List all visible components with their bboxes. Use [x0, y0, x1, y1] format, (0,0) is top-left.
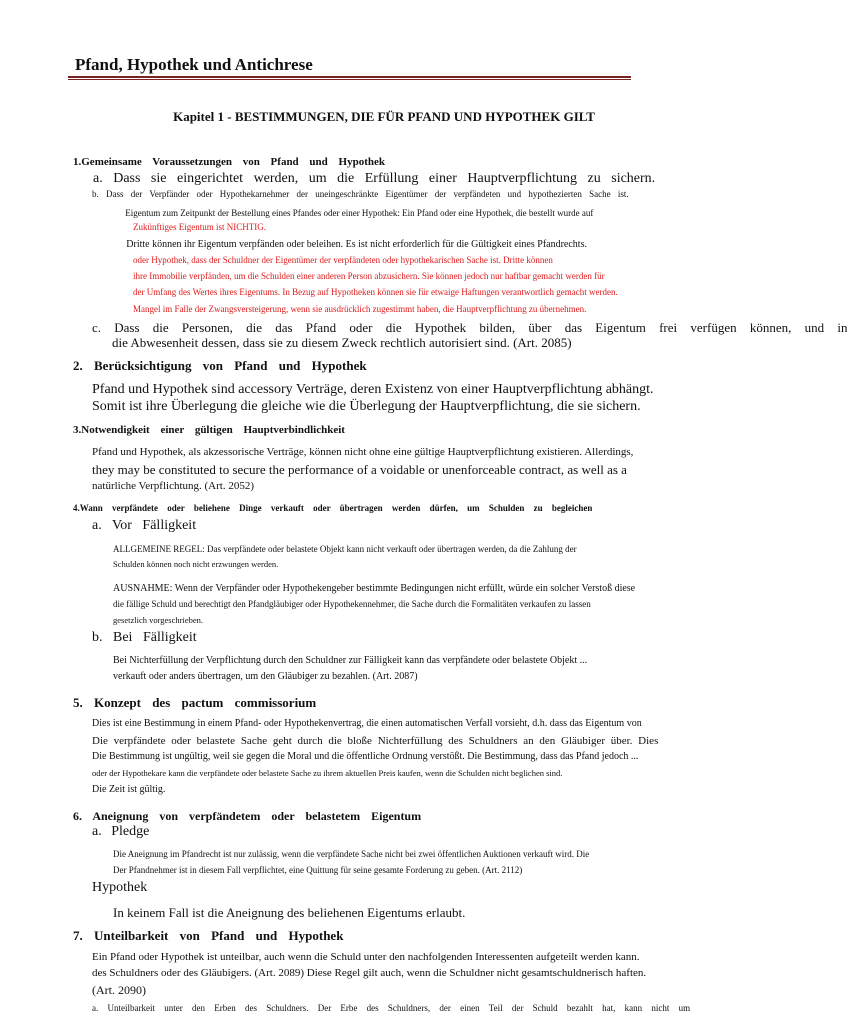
- s4-item-b-label: b. Bei Fälligkeit: [92, 630, 197, 645]
- s4-item-a-label: a. Vor Fälligkeit: [92, 518, 197, 533]
- section-2-heading: 2. Berücksichtigung von Pfand und Hypothek: [73, 358, 367, 373]
- s4-item-b-line-2: verkauft oder anders übertragen, um den Gläubiger zu bezahlen. (Art. 2087): [113, 671, 418, 682]
- s7-line-1: Ein Pfand oder Hypothek ist unteilbar, auch wenn die Schuld unter den nachfolgenden Interessenten aufgeteilt werden kann.: [92, 951, 640, 963]
- section-5-heading: 5. Konzept des pactum commissorium: [73, 695, 317, 710]
- s6-hypothek-line-1: In keinem Fall ist die Aneignung des beliehenen Eigentums erlaubt.: [113, 905, 466, 920]
- s4-item-b-line-1: Bei Nichterfüllung der Verpflichtung durch den Schuldner zur Fälligkeit kann das verpfändete oder belastete Objekt ...: [113, 655, 588, 666]
- s1-item-c-line-1: c. Dass die Personen, die das Pfand oder die Hypothek bilden, über das Eigentum frei verfügen können, und in: [92, 320, 847, 335]
- s6-hypothek-label: Hypothek: [92, 880, 148, 895]
- section-7-heading: 7. Unteilbarkeit von Pfand und Hypothek: [73, 928, 344, 943]
- section-6-heading: 6. Aneignung von verpfändetem oder belastetem Eigentum: [73, 809, 422, 823]
- s6-item-a-line-1: Die Aneignung im Pfandrecht ist nur zulässig, wenn die verpfändete Sache nicht bei zwei öffentlichen Auktionen verkauft wird. Die: [113, 849, 590, 859]
- s7-line-2: des Schuldners oder des Gläubigers. (Art. 2089) Diese Regel gilt auch, wenn die Schuldner nicht gesamtschuldnerisch haften.: [92, 967, 647, 979]
- title-rule-thin: [68, 79, 631, 80]
- s4-exception-line-2: die fällige Schuld und berechtigt den Pfandgläubiger oder Hypothekennehmer, die Sache durch die Formalitäten verkaufen zu lassen: [113, 599, 591, 609]
- section-4-heading: 4.Wann verpfändete oder beliehene Dinge verkauft oder übertragen werden dürfen, um Schulden zu begleichen: [73, 503, 593, 513]
- s5-line-5: Die Zeit ist gültig.: [92, 784, 166, 795]
- section-1-heading: 1.Gemeinsame Voraussetzungen von Pfand und Hypothek: [73, 156, 385, 168]
- s7-item-a: a. Unteilbarkeit unter den Erben des Schuldners. Der Erbe des Schuldners, der einen Teil der Schuld bezahlt hat, kann nicht um: [92, 1003, 691, 1013]
- s1-bullet-1-line-1: Eigentum zum Zeitpunkt der Bestellung eines Pfandes oder einer Hypothek: Ein Pfand oder eine Hypothek, die bestellt wurde auf: [116, 208, 585, 218]
- s1-item-a: a. Dass sie eingerichtet werden, um die Erfüllung einer Hauptverpflichtung zu sichern.: [93, 171, 656, 186]
- s5-line-3: Die Bestimmung ist ungültig, weil sie gegen die Moral und die öffentliche Ordnung verstößt. Die Bestimmung, dass das Pfand jedoch ...: [92, 751, 639, 762]
- s1-bullet-2-line-3: ihre Immobilie verpfänden, um die Schulden einer anderen Person abzusichern. Sie können jedoch nur haftbar gemacht werden für: [133, 271, 605, 281]
- s1-bullet-2-line-1: Dritte können ihr Eigentum verpfänden oder beleihen. Es ist nicht erforderlich für die Gültigkeit eines Pfandrechts.: [116, 239, 577, 250]
- s4-general-rule-line-1: ALLGEMEINE REGEL: Das verpfändete oder belastete Objekt kann nicht verkauft oder übertragen werden, da die Zahlung der: [113, 544, 577, 554]
- s1-item-c-line-2: die Abwesenheit dessen, dass sie zu diesem Zweck rechtlich autorisiert sind. (Art. 2085): [112, 335, 572, 350]
- s5-line-1: Dies ist eine Bestimmung in einem Pfand- oder Hypothekenvertrag, die einen automatischen Verfall vorsieht, d.h. dass das Eigentum von: [92, 718, 642, 729]
- section-3-heading: 3.Notwendigkeit einer gültigen Hauptverbindlichkeit: [73, 424, 345, 436]
- s4-exception-line-1: AUSNAHME: Wenn der Verpfänder oder Hypothekengeber bestimmte Bedingungen nicht erfüllt, würde ein solcher Verstoß diese: [113, 583, 636, 594]
- document-title: Pfand, Hypothek und Antichrese: [75, 55, 313, 74]
- title-rule-thick: [68, 76, 631, 78]
- s7-line-3: (Art. 2090): [92, 983, 146, 997]
- chapter-heading: Kapitel 1 - BESTIMMUNGEN, DIE FÜR PFAND UND HYPOTHEK GILT: [173, 109, 595, 124]
- s4-general-rule-line-2: Schulden können noch nicht erzwungen werden.: [113, 559, 279, 569]
- s3-line-1: Pfand und Hypothek, als akzessorische Verträge, können nicht ohne eine gültige Hauptverpflichtung existieren. Allerdings,: [92, 446, 634, 458]
- s6-item-a-line-2: Der Pfandnehmer ist in diesem Fall verpflichtet, eine Quittung für seine gesamte Forderung zu geben. (Art. 2112): [113, 865, 523, 875]
- s4-exception-line-3: gesetzlich vorgeschrieben.: [113, 615, 204, 625]
- s1-bullet-2-line-4: der Umfang des Wertes ihres Eigentums. In Bezug auf Hypotheken können sie für etwaige Haftungen verantwortlich gemacht werden.: [133, 287, 618, 297]
- s3-line-2: they may be constituted to secure the performance of a voidable or unenforceable contract, as well as a: [92, 462, 627, 477]
- s5-line-2: Die verpfändete oder belastete Sache geht durch die bloße Nichterfüllung des Schuldners an den Gläubiger über. Dies: [92, 735, 659, 747]
- s2-line-2: Somit ist ihre Überlegung die gleiche wie die Überlegung der Hauptverpflichtung, die sie sichern.: [92, 399, 641, 414]
- s6-item-a-label: a. Pledge: [92, 824, 150, 839]
- s1-bullet-1-line-2: Zukünftiges Eigentum ist NICHTIG.: [133, 222, 266, 232]
- s1-bullet-2-line-2: oder Hypothek, dass der Schuldner der Eigentümer der verpfändeten oder hypothekarischen Sache ist. Dritte können: [133, 255, 553, 265]
- s3-line-3: natürliche Verpflichtung. (Art. 2052): [92, 480, 255, 492]
- s5-line-4: oder der Hypothekare kann die verpfändete oder belastete Sache zu ihrem aktuellen Preis kaufen, wenn die Schulden nicht beglichen sind.: [92, 768, 563, 778]
- s2-line-1: Pfand und Hypothek sind accessory Verträge, deren Existenz von einer Hauptverpflichtung abhängt.: [92, 382, 654, 397]
- s1-bullet-2-line-5: Mangel im Falle der Zwangsversteigerung, wenn sie ausdrücklich zugestimmt haben, die Hauptverpflichtung zu übernehmen.: [133, 304, 587, 314]
- s1-item-b: b. Dass der Verpfänder oder Hypothekarnehmer der uneingeschränkte Eigentümer der verpfändeten und hypothezierten Sache ist.: [92, 189, 629, 199]
